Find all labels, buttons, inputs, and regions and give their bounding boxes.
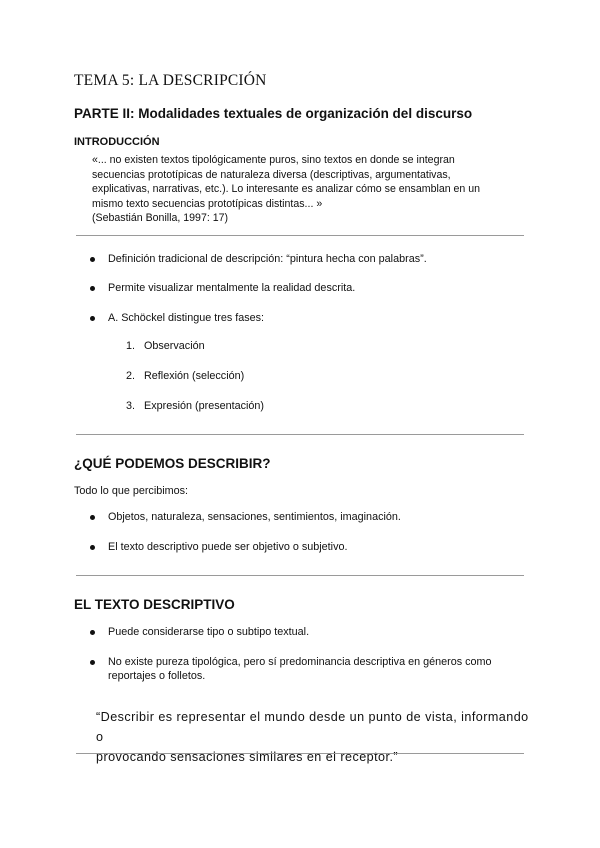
quote-line: mismo texto secuencias prototípicas distintas... » xyxy=(92,197,323,210)
section-heading: ¿QUÉ PODEMOS DESCRIBIR? xyxy=(74,456,271,471)
list-item-line: No existe pureza tipológica, pero sí predominancia descriptiva en géneros como xyxy=(108,656,492,668)
list-item-text: Definición tradicional de descripción: “pintura hecha con palabras”. xyxy=(108,253,427,265)
list-item-text: Puede considerarse tipo o subtipo textual. xyxy=(108,626,310,638)
divider xyxy=(76,575,524,576)
quote-citation: (Sebastián Bonilla, 1997: 17) xyxy=(92,212,229,225)
quote-line: secuencias prototípicas de naturaleza diversa (descriptivas, argumentativas, xyxy=(92,168,451,181)
list-item-text: El texto descriptivo puede ser objetivo o subjetivo. xyxy=(108,541,348,553)
divider xyxy=(76,235,524,236)
bullet-icon xyxy=(90,286,95,291)
bullet-icon xyxy=(90,316,95,321)
bullet-icon xyxy=(90,545,95,550)
list-item-text: Permite visualizar mentalmente la realidad descrita. xyxy=(108,282,356,294)
list-item-text xyxy=(108,655,508,683)
quote-line: “Describir es representar el mundo desde un punto de vista, informando o xyxy=(96,710,529,744)
intro-heading: INTRODUCCIÓN xyxy=(74,136,160,148)
item-text: Reflexión (selección) xyxy=(144,370,245,382)
numbered-item xyxy=(126,340,205,352)
bullet-icon xyxy=(90,257,95,262)
quote-line: explicativas, narrativas, etc.). Lo interesante es analizar cómo se ensamblan en un xyxy=(92,183,481,196)
quote-line: «... no existen textos tipológicamente puros, sino textos en donde se integran xyxy=(92,154,455,166)
item-number: 3. xyxy=(126,400,136,412)
list-item-text: Objetos, naturaleza, sensaciones, sentimientos, imaginación. xyxy=(108,511,401,523)
bullet-icon xyxy=(90,660,95,665)
section-lead: Todo lo que percibimos: xyxy=(74,485,189,497)
divider xyxy=(76,434,524,435)
item-number: 2. xyxy=(126,370,136,382)
numbered-item xyxy=(126,370,244,382)
item-text: Expresión (presentación) xyxy=(144,400,265,412)
numbered-item xyxy=(126,400,264,412)
section-heading: EL TEXTO DESCRIPTIVO xyxy=(74,597,235,612)
divider xyxy=(76,753,524,754)
item-number: 1. xyxy=(126,340,136,352)
closing-quote xyxy=(96,707,536,767)
list-item-text: A. Schöckel distingue tres fases: xyxy=(108,312,265,324)
item-text: Observación xyxy=(144,340,205,352)
list-item-line: reportajes o folletos. xyxy=(108,670,206,682)
quote-line: provocando sensaciones similares en el receptor.” xyxy=(96,750,399,764)
page-title: TEMA 5: LA DESCRIPCIÓN xyxy=(74,72,267,89)
bullet-icon xyxy=(90,630,95,635)
intro-quote xyxy=(92,153,512,226)
part-heading: PARTE II: Modalidades textuales de organización del discurso xyxy=(74,106,473,121)
bullet-icon xyxy=(90,515,95,520)
